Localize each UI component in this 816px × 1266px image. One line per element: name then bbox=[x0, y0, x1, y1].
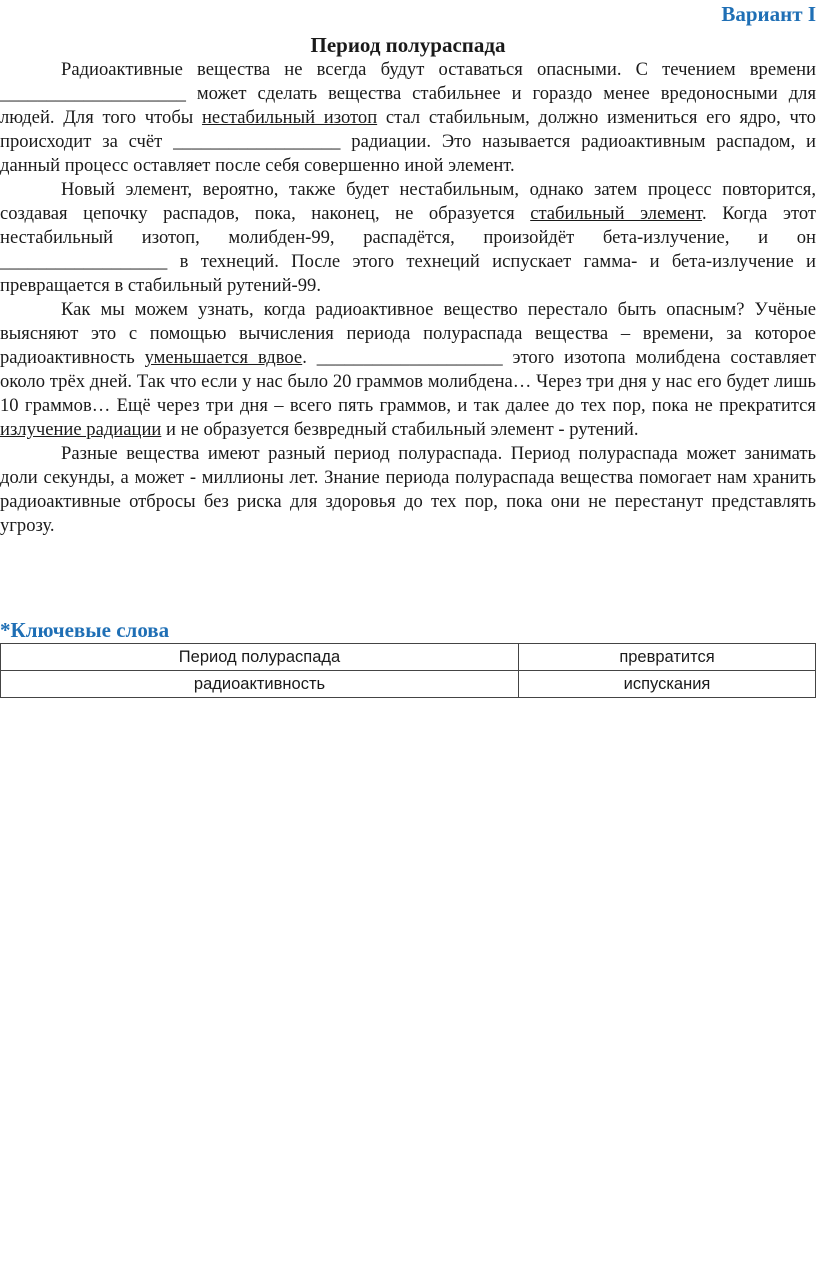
underlined-term: нестабильный изотоп bbox=[201, 107, 378, 128]
blank-field: ____________________ bbox=[0, 83, 186, 104]
table-row bbox=[1, 644, 816, 671]
keyword-cell: Период полураспада bbox=[1, 644, 519, 671]
text-segment: и не образуется безвредный стабильный элемент - рутений. bbox=[161, 419, 639, 440]
text-segment: Разные вещества имеют разный период полураспада. Период полураспада может занимать доли секунды, а может - миллионы лет. Знание периода полураспада вещества помогает нам хранить радиоактивные отбросы без риска для здоровья до тех пор, пока они не перестанут представлять угрозу. bbox=[0, 443, 816, 536]
paragraph-1 bbox=[0, 58, 816, 178]
underlined-term: излучение радиации bbox=[0, 419, 162, 440]
blank-field: __________________ bbox=[173, 131, 341, 152]
table-row bbox=[1, 671, 816, 698]
keywords-table bbox=[0, 643, 816, 698]
keywords-heading: *Ключевые слова bbox=[0, 618, 170, 642]
blank-field: ____________________ bbox=[316, 347, 503, 368]
underlined-term: стабильный элемент bbox=[530, 203, 703, 224]
keyword-cell: испускания bbox=[519, 671, 816, 698]
text-segment: может сделать вещества стабильнее и гораздо менее вредоносными для людей. Для того чтобы bbox=[0, 83, 816, 128]
text-segment: в технеций. После этого технеций испускает гамма- и бета-излучение и превращается в стабильный рутений-99. bbox=[0, 251, 816, 296]
text-segment: радиации. Это называется радиоактивным распадом, и данный процесс оставляет после себя совершенно иной элемент. bbox=[0, 131, 816, 176]
paragraph-4 bbox=[0, 442, 816, 538]
text-segment: Радиоактивные вещества не всегда будут оставаться опасными. С течением времени bbox=[61, 59, 816, 80]
underlined-term: уменьшается вдвое bbox=[144, 347, 303, 368]
paragraph-2 bbox=[0, 178, 816, 298]
paragraph-3 bbox=[0, 298, 816, 442]
text-segment: . Когда этот нестабильный изотоп, молибден-99, распадётся, произойдёт бета-излучение, и он bbox=[0, 203, 816, 248]
keyword-cell: превратится bbox=[519, 644, 816, 671]
keyword-cell: радиоактивность bbox=[1, 671, 519, 698]
text-segment: Как мы можем узнать, когда радиоактивное вещество перестало быть опасным? Учёные выясняют это с помощью вычисления периода полураспада вещества – времени, за которое радиоактивность bbox=[0, 299, 816, 368]
blank-field: __________________ bbox=[0, 251, 168, 272]
text-segment: стал стабильным, должно измениться его ядро, что происходит за счёт bbox=[0, 107, 816, 152]
variant-label: Вариант I bbox=[721, 2, 816, 26]
text-segment: этого изотопа молибдена составляет около трёх дней. Так что если у нас было 20 граммов молибдена… Через три дня у нас его будет лишь 10 граммов… Ещё через три дня – всего пять граммов, и так далее до тех пор, пока не прекратится bbox=[0, 347, 816, 416]
article-body bbox=[0, 58, 816, 538]
text-segment: Новый элемент, вероятно, также будет нестабильным, однако затем процесс повторится, создавая цепочку распадов, пока, наконец, не образуется bbox=[0, 179, 816, 224]
text-segment: . bbox=[302, 347, 317, 368]
document-title: Период полураспада bbox=[310, 33, 506, 57]
